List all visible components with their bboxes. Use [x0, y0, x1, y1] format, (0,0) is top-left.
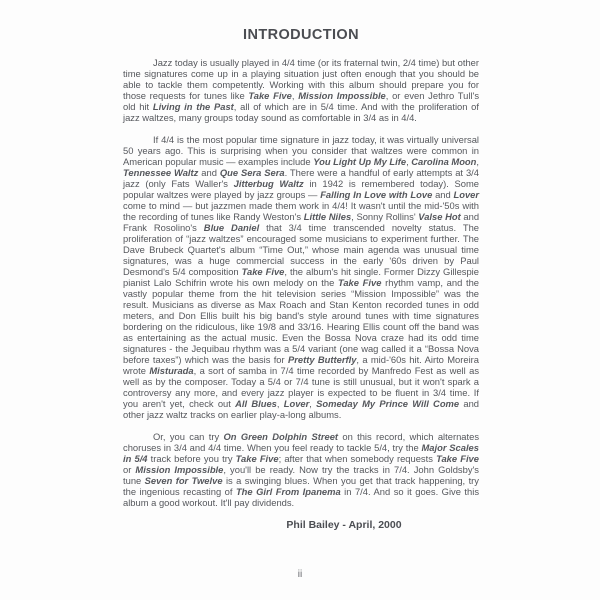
- paragraph-recommendations: Or, you can try On Green Dolphin Street on this record, which alternates choruses in 3/4 and 4/4 time. When you feel ready to tackle 5/4, try the Major Scales in 5/4 track before you try Take Five; after that when somebody requests Take Five or Mission Impossible, you'll be ready. Now try the tracks in 7/4. John Goldsby's tune Seven for Twelve is a swinging blues. When you get that track happening, try the ingenious recasting of The Girl From Ipanema in 7/4. And so it goes. Give this album a good workout. It'll pay dividends.: [123, 431, 480, 508]
- page-number: ii: [297, 569, 303, 580]
- page-title: INTRODUCTION: [243, 27, 359, 43]
- paragraph-history: If 4/4 is the most popular time signature in jazz today, it was virtually universal 50 years ago. This is surprising when you consider that waltzes were common in American popular music — examples include You Light Up My Life, Carolina Moon, Tennessee Waltz and Que Sera Sera. There were a handful of early attempts at 3/4 jazz (only Fats Waller's Jitterbug Waltz in 1942 is remembered today). Some popular waltzes were played by jazz groups — Falling In Love with Love and Lover come to mind — but jazzmen made them work in 4/4! It wasn't until the mid-'50s with the recording of tunes like Randy Weston's Little Niles, Sonny Rollins' Valse Hot and Frank Rosolino's Blue Daniel that 3/4 time transcended novelty status. The proliferation of “jazz waltzes” encouraged some musicians to experiment further. The Dave Brubeck Quartet's album “Time Out,” whose main agenda was unusual time signatures, was a huge commercial success in the early '60s driven by Paul Desmond's 5/4 composition Take Five, the album's hit single. Former Dizzy Gillespie pianist Lalo Schifrin wrote his own melody on the Take Five rhythm vamp, and the vastly popular theme from the hit television series “Mission Impossible” was the result. Musicians as diverse as Max Roach and Stan Kenton recorded tunes in odd meters, and Don Ellis built his big band's style around tunes with time signatures bordering on the ridiculous, like 19/8 and 33/16. Hearing Ellis count off the band was as entertaining as the actual music. Even the Bossa Nova craze had its odd time signatures - the Jequibau rhythm was a 5/4 variant (one wag called it a “Bossa Nova before taxes”) which was the basis for Pretty Butterfly, a mid-'60s hit. Airto Moreira wrote Misturada, a sort of samba in 7/4 time recorded by Manfredo Fest as well as well as by the composer. Today a 5/4 or 7/4 tune is still unusual, but it won't spark a controversy any more, and every jazz player is expected to be fluent in 3/4 time. If you aren't yet, check out All Blues, Lover, Someday My Prince Will Come and other jazz waltz tracks on earlier play-a-long albums.: [123, 134, 480, 420]
- author-signature: Phil Bailey - April, 2000: [286, 519, 402, 531]
- paragraph-jazz-today: Jazz today is usually played in 4/4 time (or its fraternal twin, 2/4 time) but other time signatures come up in a playing situation just often enough that you should be able to tackle them competently. Working with this album should prepare you for those requests for tunes like Take Five, Mission Impossible, or even Jethro Tull's old hit Living in the Past, all of which are in 5/4 time. And with the proliferation of jazz waltzes, many groups today sound as comfortable in 3/4 as in 4/4.: [123, 57, 480, 123]
- page-content: [123, 27, 479, 531]
